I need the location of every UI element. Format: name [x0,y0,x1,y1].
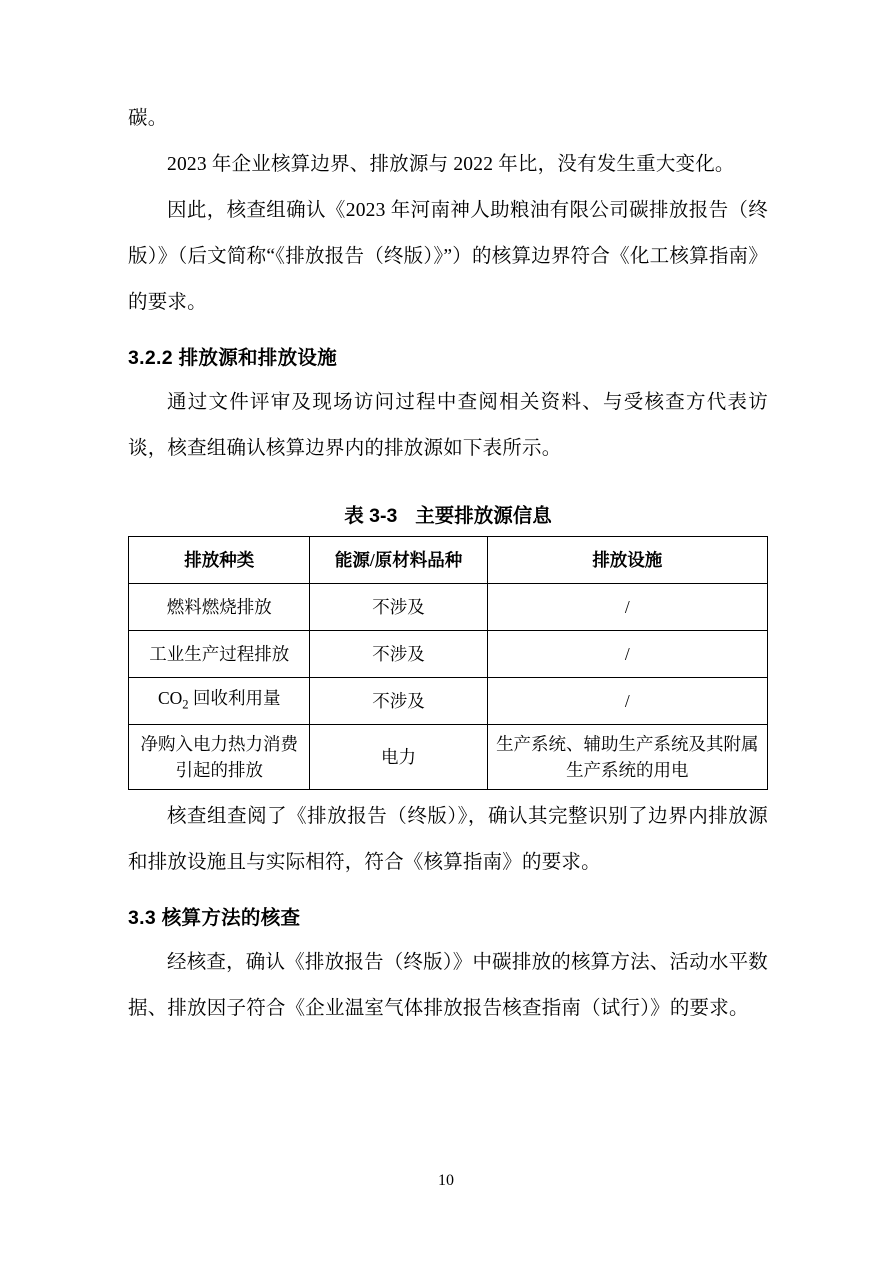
heading-3-3: 3.3 核算方法的核查 [128,907,301,929]
page-number: 10 [438,1172,454,1189]
table-row [129,725,768,790]
table-body [129,584,768,790]
table-header-facility: 排放设施 [487,537,767,584]
paragraph-report-review: 核查组查阅了《排放报告（终版）》，确认其完整识别了边界内排放源和排放设施且与实际相符，符合《核算指南》的要求。 [128,806,768,873]
cell-fuel-material: 不涉及 [310,678,487,725]
paragraph-emission-sources-intro: 通过文件评审及现场访问过程中查阅相关资料、与受核查方代表访谈，核查组确认核算边界内的排放源如下表所示。 [128,392,768,459]
table-header [129,537,768,584]
cell-emission-type [129,678,310,725]
cell-emission-type: 工业生产过程排放 [129,631,310,678]
paragraph-boundary-comparison: 2023 年企业核算边界、排放源与 2022 年比，没有发生重大变化。 [167,154,735,175]
cell-facility: / [487,678,767,725]
table-row [129,584,768,631]
heading-3-2-2: 3.2.2 排放源和排放设施 [128,347,337,369]
cell-fuel-material: 不涉及 [310,584,487,631]
page-content [128,96,768,1032]
table-row [129,678,768,725]
cell-facility: 生产系统、辅助生产系统及其附属生产系统的用电 [487,725,767,790]
paragraph-carbon-continuation: 碳。 [128,108,168,129]
paragraph-verification-conclusion: 因此，核查组确认《2023 年河南神人助粮油有限公司碳排放报告（终版）》（后文简称“《排放报告（终版）》”）的核算边界符合《化工核算指南》的要求。 [128,200,768,313]
cell-emission-type-prefix: CO [157,687,183,708]
cell-fuel-material: 不涉及 [310,631,487,678]
paragraph-accounting-method: 经核查，确认《排放报告（终版）》中碳排放的核算方法、活动水平数据、排放因子符合《企业温室气体排放报告核查指南（试行）》的要求。 [128,952,768,1019]
cell-emission-type-subscript: 2 [182,697,189,712]
emission-sources-table [128,536,768,790]
cell-facility: / [487,584,767,631]
cell-fuel-material: 电力 [310,725,487,790]
table-caption-title: 主要排放源信息 [415,505,552,527]
cell-emission-type: 净购入电力热力消费引起的排放 [129,725,310,790]
cell-facility: / [487,631,767,678]
cell-emission-type-suffix: 回收利用量 [188,687,281,708]
table-caption-number: 表 3-3 [344,505,398,527]
table-caption [128,500,768,528]
table-header-fuel-material: 能源/原材料品种 [310,537,487,584]
table-header-emission-type: 排放种类 [129,537,310,584]
table-header-row [129,537,768,584]
cell-emission-type: 燃料燃烧排放 [129,584,310,631]
table-row [129,631,768,678]
